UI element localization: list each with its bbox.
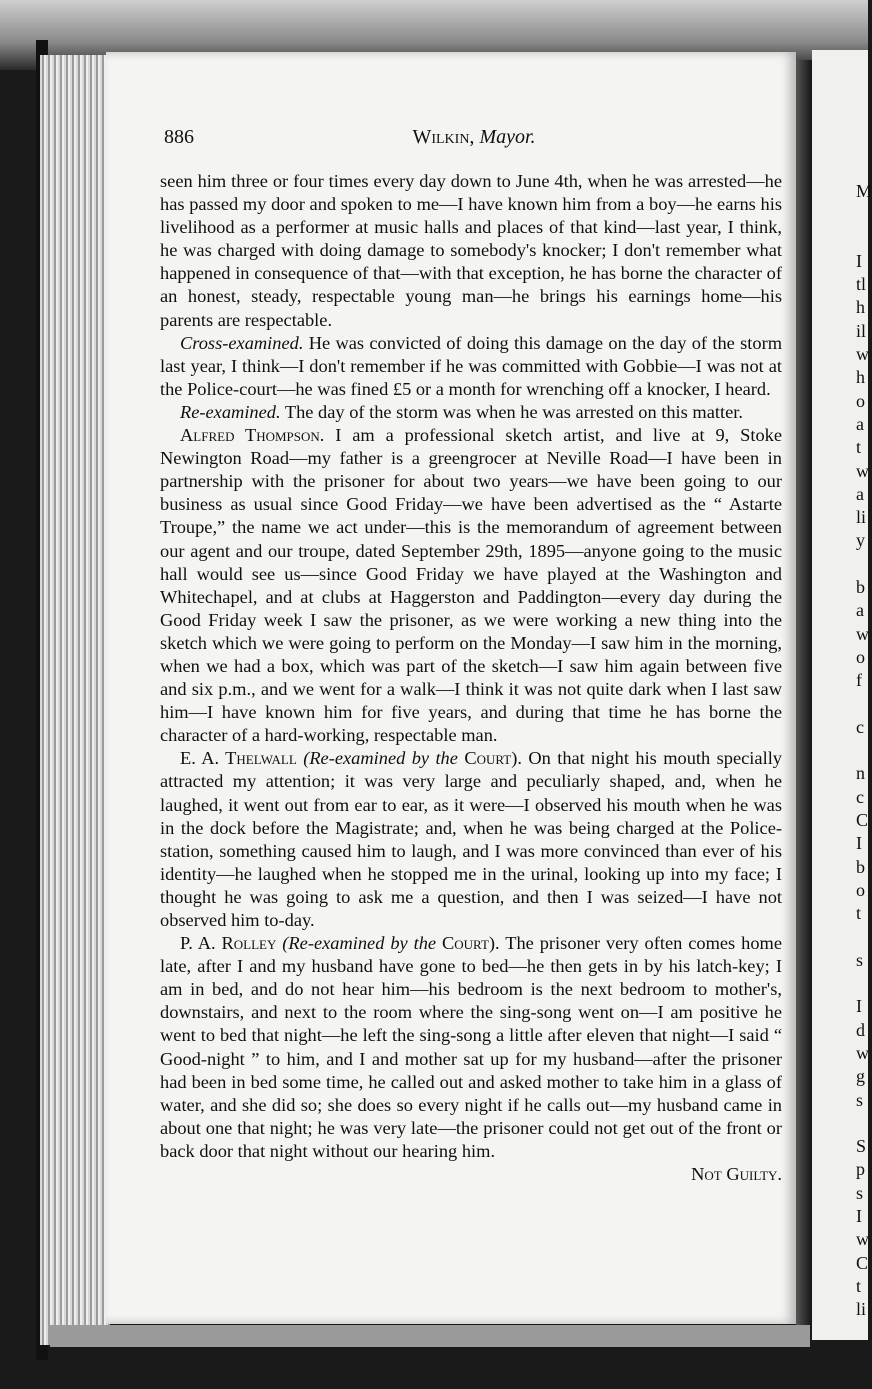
witness-name-thelwall: E. A. Thelwall <box>180 748 297 769</box>
thelwall-paren-close: ). <box>511 748 522 769</box>
running-title-name: Wilkin, <box>412 126 475 148</box>
paragraph-thompson <box>160 424 782 747</box>
running-header <box>164 126 784 158</box>
page-number: 886 <box>164 126 194 148</box>
cross-examined-label: Cross-examined. <box>180 332 304 353</box>
re-examined-text: The day of the storm was when he was arrested on this matter. <box>280 401 743 422</box>
thompson-testimony: I am a professional sketch artist, and live at 9, Stoke Newington Road—my father is a greengrocer at Neville Road—I have been in partnership with the prisoner for about two years—we have been going to our business as usual since Good Friday—we have been advertised as the “ Astarte Troupe,” the name we act under—this is the memorandum of agreement between our agent and our troupe, dated September 29th, 1895—anyone going to the music hall would see us—since Good Friday we have played at the Washington and Whitechapel, and at clubs at Haggerston and Paddington—every day during the Good Friday week I saw the prisoner, as we were working a new thing into the sketch which we were going to perform on the Monday—I saw him in the morning, when we had a box, which was part of the sketch—I saw him again between five and six p.m., and we went for a walk—I think it was not quite dark when I last saw him—I have known him for five years, and during that time he has borne the character of a hard-working, respectable man. <box>160 425 782 746</box>
rolley-testimony: The prisoner very often comes home late, after I and my husband have gone to bed—he then gets in by his latch-key; I am in bed, and do not hear him—his bedroom is the next bedroom to mother's, downstairs, and next to the room where the sing-song went on—I am positive he went to bed that night—he left the sing-song a little after eleven that night—I said “ Good-night ” to him, and I and mother sat up for my husband—after the prisoner had been in bed some time, he called out and asked mother to take him in a glass of water, and she did so; she does so every night if he calls out—my husband came in about one that night; he was very late—the prisoner could not get out of the front or back door that night without our hearing him. <box>160 933 782 1161</box>
rolley-paren: (Re-examined by the <box>276 933 443 954</box>
paragraph-cross-examined <box>160 332 782 401</box>
cross-examined-text: He was convicted of doing this damage on the day of the storm last year, I think—I don't remember if he was committed with Gobbie—I was not at the Police-court—he was fined £5 or a month for wrenching off a knocker, I heard. <box>160 332 782 399</box>
verdict: Not Guilty. <box>691 1164 782 1185</box>
witness-name-rolley: P. A. Rolley <box>180 933 277 954</box>
page-bottom-edge <box>50 1325 810 1347</box>
paragraph-thelwall <box>160 747 782 932</box>
page-body <box>160 170 782 1186</box>
facing-page-margin-text: M I tl h il w h o a t w a li y b a w o f c n c C I b o t s I d w g s S p s I w C t li <box>856 181 872 1320</box>
paragraph-re-examined <box>160 401 782 424</box>
rolley-paren-close: ). <box>488 933 500 954</box>
thelwall-paren: (Re-examined by the <box>296 748 465 769</box>
running-title-office: Mayor. <box>479 126 536 148</box>
thelwall-testimony: On that night his mouth specially attracted my attention; it was very large and peculiarly shaped, and, when he laughed, it went out from ear to ear, as it were—I observed his mouth when he was in the dock before the Magistrate; and, when he was being charged at the Police-station, something caused him to laugh, and I was more convinced than ever of his identity—he laughed when he stopped me in the urinal, looking up into my face; I thought he was going to ask me a question, and then I was seized—I have not observed him to-day. <box>160 748 782 930</box>
re-examined-label: Re-examined. <box>180 401 281 422</box>
running-title <box>164 126 784 149</box>
witness-name-thompson: Alfred Thompson. <box>180 425 325 446</box>
paragraph-rolley <box>160 932 782 1163</box>
thelwall-court: Court <box>464 748 512 769</box>
paragraph-1: seen him three or four times every day down to June 4th, when he was arrested—he has passed my door and spoken to me—I have known him from a boy—he earns his livelihood as a performer at music halls and places of that kind—last year, I think, he was charged with doing damage to somebody's knocker; I don't remember what happened in consequence of that—with that exception, he has borne the character of an honest, steady, respectable young man—he brings his earnings home—his parents are respectable. <box>160 171 782 330</box>
page-edges <box>40 55 110 1345</box>
rolley-court: Court <box>442 933 489 954</box>
